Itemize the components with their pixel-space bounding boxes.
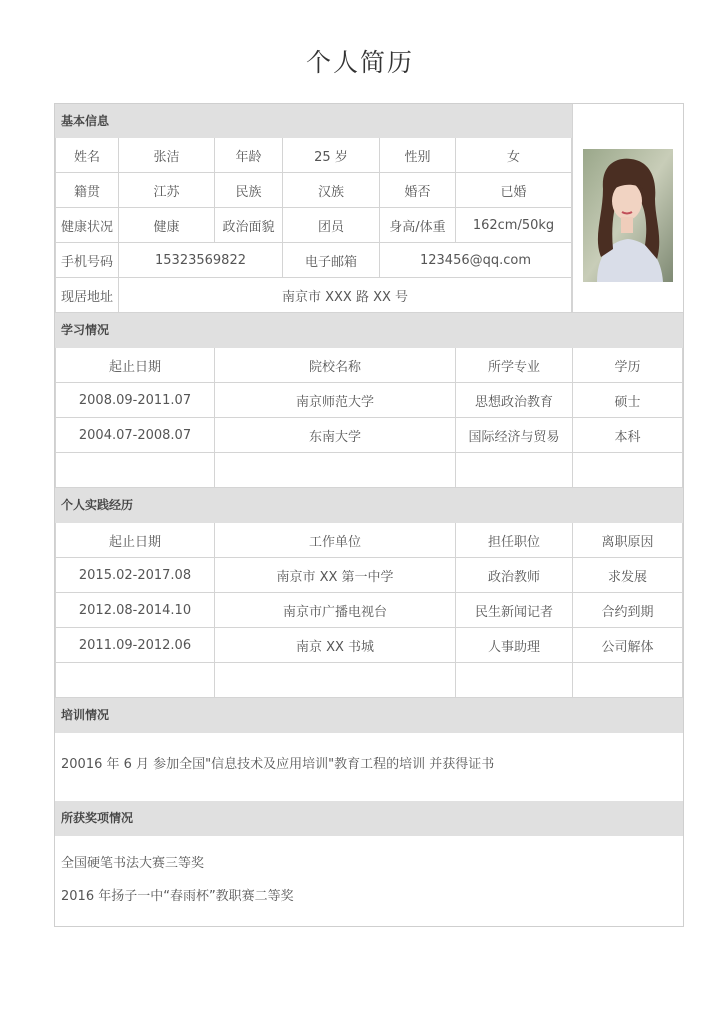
value-age: 25 岁 [283, 138, 380, 173]
edu-row-3-dates [55, 453, 215, 488]
exp-row-4-employer [215, 663, 456, 698]
value-gender: 女 [456, 138, 572, 173]
label-health: 健康状况 [55, 208, 119, 243]
edu-col-school: 院校名称 [215, 348, 456, 383]
section-header-education: 学习情况 [55, 313, 683, 348]
exp-row-3-dates: 2011.09-2012.06 [55, 628, 215, 663]
section-header-experience: 个人实践经历 [55, 488, 683, 523]
exp-row-1-position: 政治教师 [456, 558, 573, 593]
label-email: 电子邮箱 [283, 243, 380, 278]
value-health: 健康 [119, 208, 215, 243]
edu-row-2-dates: 2004.07-2008.07 [55, 418, 215, 453]
edu-row-2-major: 国际经济与贸易 [456, 418, 573, 453]
award-item-1: 全国硬笔书法大赛三等奖 [61, 856, 205, 871]
value-marital: 已婚 [456, 173, 572, 208]
profile-photo [583, 149, 673, 282]
value-ethnicity: 汉族 [283, 173, 380, 208]
edu-col-degree: 学历 [573, 348, 683, 383]
edu-col-dates: 起止日期 [55, 348, 215, 383]
label-phone: 手机号码 [55, 243, 119, 278]
edu-row-1-school: 南京师范大学 [215, 383, 456, 418]
value-height-weight: 162cm/50kg [456, 208, 572, 243]
exp-row-2-position: 民生新闻记者 [456, 593, 573, 628]
exp-col-reason: 离职原因 [573, 523, 683, 558]
exp-row-2-employer: 南京市广播电视台 [215, 593, 456, 628]
value-name: 张洁 [119, 138, 215, 173]
label-ethnicity: 民族 [215, 173, 283, 208]
exp-row-3-employer: 南京 XX 书城 [215, 628, 456, 663]
value-email: 123456@qq.com [380, 243, 572, 278]
exp-row-1-employer: 南京市 XX 第一中学 [215, 558, 456, 593]
exp-row-3-reason: 公司解体 [573, 628, 683, 663]
exp-col-employer: 工作单位 [215, 523, 456, 558]
section-header-awards: 所获奖项情况 [55, 801, 683, 836]
label-address: 现居地址 [55, 278, 119, 313]
exp-col-dates: 起止日期 [55, 523, 215, 558]
value-phone: 15323569822 [119, 243, 283, 278]
section-header-training: 培训情况 [55, 698, 683, 733]
exp-row-2-dates: 2012.08-2014.10 [55, 593, 215, 628]
edu-row-1-dates: 2008.09-2011.07 [55, 383, 215, 418]
edu-row-3-school [215, 453, 456, 488]
exp-row-1-dates: 2015.02-2017.08 [55, 558, 215, 593]
section-header-basic: 基本信息 [55, 104, 572, 138]
label-name: 姓名 [55, 138, 119, 173]
exp-row-1-reason: 求发展 [573, 558, 683, 593]
value-hometown: 江苏 [119, 173, 215, 208]
edu-row-1-major: 思想政治教育 [456, 383, 573, 418]
label-gender: 性别 [380, 138, 456, 173]
exp-row-3-position: 人事助理 [456, 628, 573, 663]
exp-row-4-reason [573, 663, 683, 698]
label-hometown: 籍贯 [55, 173, 119, 208]
edu-row-2-school: 东南大学 [215, 418, 456, 453]
exp-row-2-reason: 合约到期 [573, 593, 683, 628]
label-political: 政治面貌 [215, 208, 283, 243]
label-height-weight: 身高/体重 [380, 208, 456, 243]
edu-row-2-degree: 本科 [573, 418, 683, 453]
value-political: 团员 [283, 208, 380, 243]
award-item-2: 2016 年扬子一中“春雨杯”教职赛二等奖 [61, 889, 294, 904]
exp-row-4-position [456, 663, 573, 698]
training-text: 20016 年 6 月 参加全国"信息技术及应用培训"教育工程的培训 并获得证书 [61, 757, 495, 772]
edu-row-3-major [456, 453, 573, 488]
edu-row-3-degree [573, 453, 683, 488]
label-marital: 婚否 [380, 173, 456, 208]
exp-row-4-dates [55, 663, 215, 698]
exp-col-position: 担任职位 [456, 523, 573, 558]
edu-col-major: 所学专业 [456, 348, 573, 383]
label-age: 年龄 [215, 138, 283, 173]
edu-row-1-degree: 硕士 [573, 383, 683, 418]
page-title: 个人简历 [305, 48, 414, 77]
value-address: 南京市 XXX 路 XX 号 [119, 278, 572, 313]
